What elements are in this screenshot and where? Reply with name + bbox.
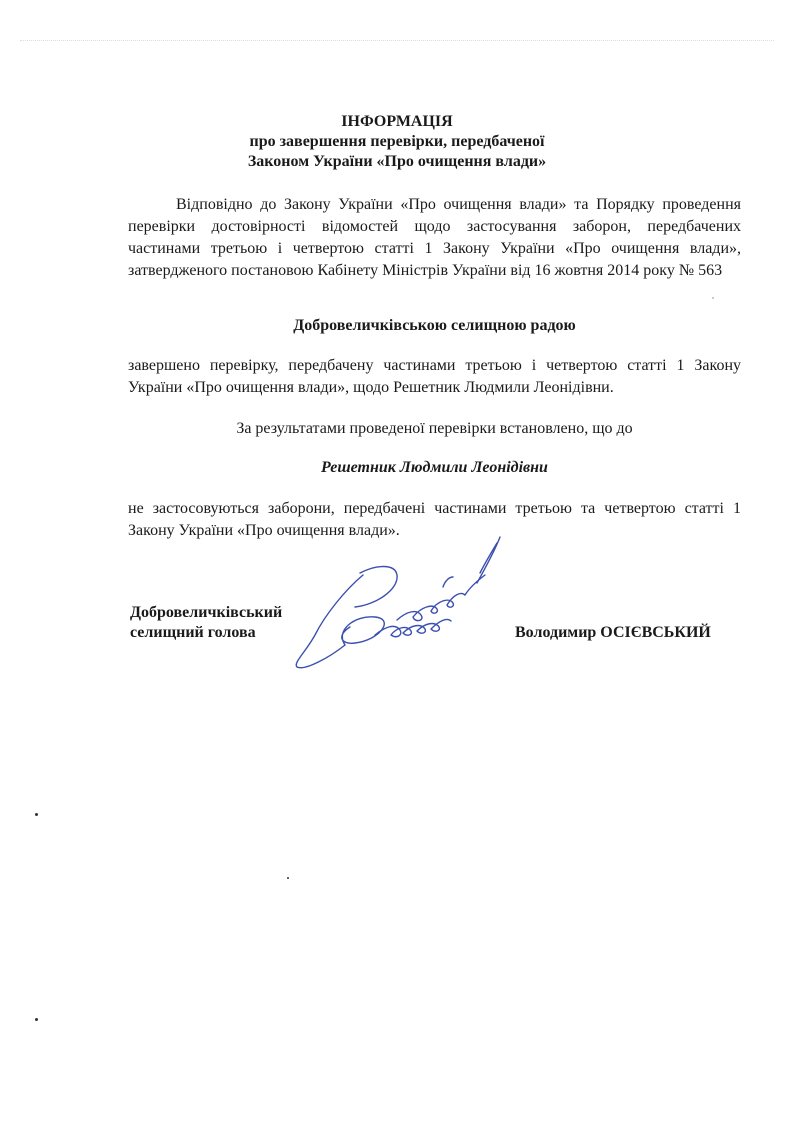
signatory-position — [130, 603, 282, 643]
handwritten-signature — [285, 535, 525, 685]
established-line: За результатами проведеної перевірки встановлено, що до — [236, 420, 633, 437]
person-name: Решетник Людмили Леонідівни — [321, 459, 548, 476]
signatory-name: Володимир ОСІЄВСЬКИЙ — [515, 624, 711, 641]
document-title: ІНФОРМАЦІЯ — [341, 113, 453, 130]
document-header — [0, 112, 794, 172]
document-subtitle-line1: про завершення перевірки, передбаченої — [249, 133, 545, 150]
signatory-position-line2: селищний голова — [130, 624, 256, 641]
council-name: Добровеличківською селищною радою — [293, 317, 576, 334]
document-subtitle-line2: Законом України «Про очищення влади» — [247, 153, 547, 170]
scan-speck — [712, 297, 714, 299]
scan-speck — [287, 877, 289, 879]
signatory-position-line1: Добровеличківський — [130, 604, 283, 621]
bans-paragraph: не застосовуються заборони, передбачені частинами третьою та четвертою статті 1 Закону України «Про очищення влади». — [128, 500, 741, 539]
scan-speck — [35, 1018, 38, 1021]
result-paragraph: завершено перевірку, передбачену частинами третьою і четвертою статті 1 Закону України «Про очищення влади», щодо Решетник Людмили Леонідівни. — [128, 357, 741, 396]
scan-speck — [35, 813, 38, 816]
intro-paragraph: Відповідно до Закону України «Про очищення влади» та Порядку проведення перевірки достовірності відомостей щодо застосування заборон, передбачених частинами третьою і четвертою статті 1 Закону України «Про очищення влади», затвердженого постановою Кабінету Міністрів України від 16 жовтня 2014 року № 563 — [128, 196, 741, 279]
scan-artifact-line — [20, 40, 774, 42]
